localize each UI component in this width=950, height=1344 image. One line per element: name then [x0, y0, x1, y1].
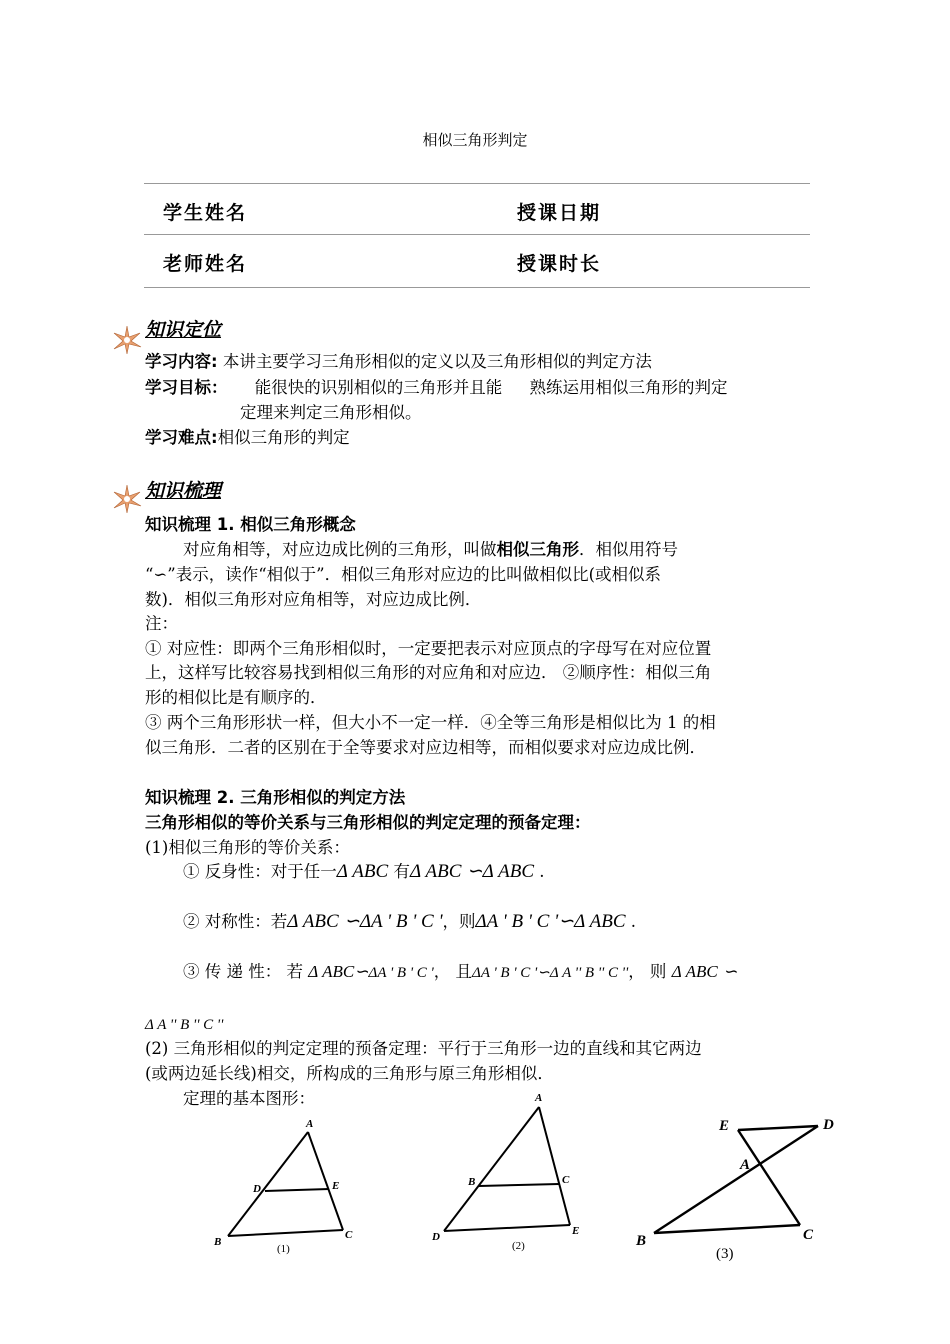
fig3-label: (3)	[716, 1246, 734, 1262]
learning-difficulty	[145, 426, 810, 450]
table-top-border	[144, 183, 810, 184]
fig2-vertex-c: C	[562, 1174, 570, 1186]
fig1-vertex-e: E	[332, 1180, 340, 1192]
fig3-vertex-a: A	[740, 1157, 751, 1173]
difficulty-label: 学习难点:	[145, 428, 218, 447]
class-date-label: 授课日期	[517, 202, 602, 224]
section-heading-positioning: 知识定位	[145, 319, 222, 341]
star-bullet-icon	[112, 484, 142, 514]
fig3-vertex-c: C	[803, 1227, 814, 1243]
note1-line-1: ① 对应性：即两个三角形相似时，一定要把表示对应顶点的字母写在对应位置	[145, 639, 712, 658]
symmetric-label: ② 对称性：若	[183, 912, 288, 931]
math-similar-symbol: ∽	[343, 911, 360, 932]
transitive-then: ， 则	[628, 962, 667, 981]
math-similar-symbol: ∽	[466, 861, 483, 882]
goal-text-1: 能很快的识别相似的三角形并且能	[254, 378, 503, 397]
math-similar-symbol: ∽	[537, 965, 550, 981]
note-label: 注：	[145, 614, 178, 633]
content-label: 学习内容:	[145, 352, 218, 371]
math-triangle-abc: Δ ABC	[287, 911, 339, 932]
student-name-label: 学生姓名	[163, 202, 248, 224]
definition-text-b: ．相似用符号	[579, 540, 678, 559]
reflexive-property	[183, 860, 810, 884]
fig2-label: (2)	[512, 1240, 525, 1252]
learning-goal	[145, 376, 810, 400]
table-bottom-border	[144, 287, 810, 288]
note3-line-2: 似三角形．二者的区别在于全等要求对应边相等，而相似要求对应边成比例．	[145, 738, 706, 757]
content-text: 本讲主要学习三角形相似的定义以及三角形相似的判定方法	[222, 352, 652, 371]
fig1-vertex-d: D	[253, 1183, 261, 1195]
goal-label: 学习目标：	[145, 378, 228, 397]
figure-caption: 定理的基本图形：	[183, 1089, 315, 1108]
fig2-vertex-a: A	[535, 1092, 543, 1104]
note3-line-1: ③ 两个三角形形状一样，但大小不一定一样．④全等三角形是相似比为 1 的相	[145, 713, 716, 732]
math-triangle-abc-double-prime: Δ A '' B '' C ''	[145, 1017, 224, 1033]
definition-text-a: 对应角相等，对应边成比例的三角形，叫做	[183, 540, 497, 559]
fig1-vertex-c: C	[345, 1229, 353, 1241]
goal-text-2: 熟练运用相似三角形的判定	[529, 378, 728, 397]
preliminary-theorem-line-1: (2) 三角形相似的判定定理的预备定理：平行于三角形一边的直线和其它两边	[145, 1039, 702, 1058]
note1-line-3: 形的相似比是有顺序的．	[145, 688, 327, 707]
class-duration-label: 授课时长	[517, 253, 602, 275]
math-triangle-abc: Δ ABC	[671, 962, 718, 981]
math-triangle-abc-prime: ΔA ' B ' C '	[359, 911, 443, 932]
fig1-vertex-a: A	[306, 1118, 314, 1130]
math-similar-symbol: ∽	[558, 911, 575, 932]
goal-text-3: 定理来判定三角形相似。	[240, 403, 422, 422]
preliminary-theorem-line-2: (或两边延长线)相交，所构成的三角形与原三角形相似．	[145, 1064, 554, 1083]
fig2-vertex-d: D	[432, 1231, 440, 1243]
fig2-vertex-e: E	[572, 1225, 580, 1237]
page-title: 相似三角形判定	[422, 131, 528, 149]
definition-term: 相似三角形	[496, 540, 579, 559]
reflexive-label: ① 反身性：对于任一	[183, 862, 337, 881]
symmetric-then: ，则	[442, 912, 476, 931]
transitive-property	[183, 960, 810, 985]
fig3-vertex-e: E	[719, 1118, 730, 1134]
definition-line-3: 数)．相似三角形对应角相等，对应边成比例．	[145, 590, 482, 609]
math-triangle-abc: Δ ABC	[574, 911, 626, 932]
note1-line-2: 上，这样写比较容易找到相似三角形的对应角和对应边． ②顺序性：相似三角	[145, 663, 712, 682]
section-heading-review: 知识梳理	[145, 480, 222, 502]
table-middle-border	[144, 234, 810, 235]
fig1-label: (1)	[277, 1243, 290, 1255]
math-similar-symbol: ∽	[354, 962, 369, 981]
math-triangle-abc: Δ ABC	[409, 861, 462, 882]
transitive-and: ， 且	[433, 962, 473, 981]
topic2-title: 知识梳理 2. 三角形相似的判定方法	[145, 788, 406, 807]
math-triangle-abc-double-prime: Δ A '' B '' C ''	[549, 965, 629, 981]
equivalence-title: (1)相似三角形的等价关系：	[145, 838, 350, 857]
symmetric-property	[183, 910, 810, 934]
math-triangle-abc-prime: ΔA ' B ' C '	[475, 911, 559, 932]
math-similar-symbol: ∽	[722, 962, 738, 981]
period: .	[539, 862, 545, 881]
figure-2-triangle	[425, 1090, 595, 1260]
math-triangle-abc: Δ ABC	[336, 861, 389, 882]
learning-content	[145, 350, 810, 374]
topic1-title: 知识梳理 1. 相似三角形概念	[145, 515, 356, 534]
math-triangle-abc-prime: ΔA ' B ' C '	[472, 965, 538, 981]
difficulty-text: 相似三角形的判定	[217, 428, 350, 447]
fig2-vertex-b: B	[468, 1176, 476, 1188]
topic2-subtitle: 三角形相似的等价关系与三角形相似的判定定理的预备定理：	[145, 813, 591, 832]
math-triangle-abc-prime: ΔA ' B ' C '	[368, 965, 434, 981]
math-triangle-abc: Δ ABC	[482, 861, 535, 882]
transitive-label: ③ 传 递 性： 若	[183, 962, 303, 981]
definition-line-1	[183, 538, 810, 562]
figure-1-triangle	[205, 1112, 375, 1262]
reflexive-has: 有	[393, 862, 410, 881]
math-triangle-abc: Δ ABC	[308, 962, 355, 981]
transitive-property-continued	[145, 1012, 810, 1037]
fig3-vertex-d: D	[823, 1117, 834, 1133]
teacher-name-label: 老师姓名	[163, 253, 248, 275]
period: .	[630, 912, 637, 931]
fig1-vertex-b: B	[214, 1236, 222, 1248]
definition-line-2: “∽”表示，读作“相似于”．相似三角形对应边的比叫做相似比(或相似系	[145, 565, 662, 584]
fig3-vertex-b: B	[636, 1233, 647, 1249]
star-bullet-icon	[112, 325, 142, 355]
figure-3-triangle	[630, 1110, 840, 1270]
